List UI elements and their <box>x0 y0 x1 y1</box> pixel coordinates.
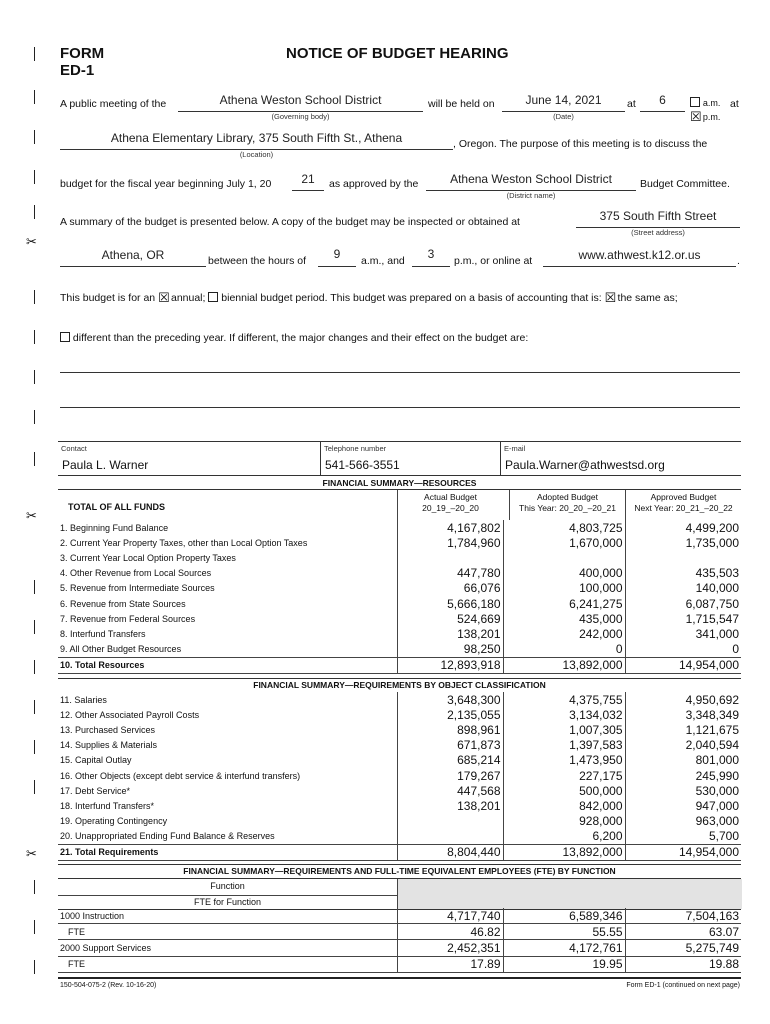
table-row <box>58 924 741 940</box>
same-checkbox[interactable]: ☒ <box>604 290 617 305</box>
value-cell[interactable]: 1,715,547 <box>625 611 741 626</box>
location-field[interactable]: Athena Elementary Library, 375 South Fifth St., Athena <box>110 131 403 145</box>
contact-name[interactable]: Paula L. Warner <box>62 458 149 472</box>
value-cell[interactable]: 842,000 <box>579 798 623 813</box>
date-field[interactable]: June 14, 2021 <box>525 93 602 107</box>
col3-sub: Next Year: 20_21_–20_22 <box>634 503 733 513</box>
row-label: 20. Unappropriated Ending Fund Balance & Reserves <box>58 829 397 845</box>
value-cell[interactable]: 1,735,000 <box>625 535 741 550</box>
value-cell[interactable]: 46.82 <box>397 924 503 940</box>
row-label: 16. Other Objects (except debt service & interfund transfers) <box>58 768 397 783</box>
table-row <box>58 829 741 845</box>
table-row <box>58 581 741 596</box>
value-cell[interactable]: 1,473,950 <box>569 753 623 768</box>
value-cell[interactable]: 98,250 <box>397 642 503 658</box>
table-row <box>58 626 741 641</box>
row-label: 19. Operating Contingency <box>58 814 397 829</box>
value-cell[interactable]: 524,669 <box>397 611 503 626</box>
table-row <box>58 738 741 753</box>
col1-title: Actual Budget <box>424 492 477 502</box>
value-cell[interactable]: 138,201 <box>397 798 503 813</box>
row-label: 13. Purchased Services <box>58 722 397 737</box>
total-funds-label: TOTAL OF ALL FUNDS <box>68 502 165 512</box>
period-dot: . <box>737 255 740 267</box>
column-header <box>58 489 741 520</box>
value-cell[interactable]: 898,961 <box>397 722 503 737</box>
table-row <box>58 844 741 860</box>
value-cell[interactable]: 947,000 <box>625 798 741 813</box>
row-label: 21. Total Requirements <box>58 844 397 860</box>
value-cell[interactable]: 4,499,200 <box>625 520 741 535</box>
website-field[interactable]: www.athwest.k12.or.us <box>578 248 701 262</box>
value-cell[interactable]: 447,568 <box>397 783 503 798</box>
value-cell[interactable]: 2,452,351 <box>397 940 503 956</box>
row-label: FTE <box>58 956 397 972</box>
value-cell[interactable]: 6,200 <box>592 829 623 844</box>
row-label: 5. Revenue from Intermediate Sources <box>58 581 397 596</box>
row-label: 18. Interfund Transfers* <box>58 798 397 813</box>
value-cell[interactable] <box>397 814 503 829</box>
value-cell[interactable]: 3,648,300 <box>397 692 503 707</box>
approved-text: as approved by the <box>329 178 419 190</box>
value-cell[interactable]: 100,000 <box>579 581 623 596</box>
value-cell[interactable] <box>397 829 503 845</box>
value-cell[interactable]: 12,893,918 <box>397 657 503 673</box>
table-row <box>58 642 741 658</box>
value-cell[interactable]: 63.07 <box>625 924 741 940</box>
footer-continued: Form ED-1 (continued on next page) <box>626 982 740 989</box>
value-cell[interactable]: 19.95 <box>509 956 625 972</box>
value-cell[interactable]: 17.89 <box>397 956 503 972</box>
value-cell[interactable]: 8,804,440 <box>397 844 503 860</box>
value-cell[interactable]: 179,267 <box>397 768 503 783</box>
pm-label: p.m. <box>702 112 721 122</box>
row-label: 1. Beginning Fund Balance <box>58 520 397 535</box>
table-row <box>58 798 741 813</box>
row-label: 6. Revenue from State Sources <box>58 596 397 611</box>
pm-online-text: p.m., or online at <box>454 255 533 267</box>
value-cell[interactable]: 1,397,583 <box>569 738 623 753</box>
value-cell[interactable]: 4,717,740 <box>397 908 503 924</box>
value-cell[interactable] <box>397 550 503 565</box>
col3-title: Approved Budget <box>650 492 717 502</box>
changes-line-2[interactable] <box>60 407 740 408</box>
row-label: 12. Other Associated Payroll Costs <box>58 707 397 722</box>
scissors-icon: ✂ <box>26 508 37 523</box>
row-label: 1000 Instruction <box>58 908 397 924</box>
scissors-icon: ✂ <box>26 234 37 249</box>
table-row <box>58 657 741 673</box>
fte-header <box>58 878 741 910</box>
table-row <box>58 692 741 707</box>
value-cell[interactable]: 227,175 <box>579 768 623 783</box>
row-label: 14. Supplies & Materials <box>58 738 397 753</box>
held-on-text: will be held on <box>428 98 495 110</box>
value-cell[interactable]: 671,873 <box>397 738 503 753</box>
end-hour-field[interactable]: 3 <box>427 247 435 261</box>
biennial-checkbox[interactable] <box>208 292 218 302</box>
value-cell[interactable]: 13,892,000 <box>509 657 625 673</box>
budget-for-text: This budget is for an <box>60 292 156 304</box>
value-cell[interactable]: 55.55 <box>509 924 625 940</box>
table-row <box>58 783 741 798</box>
fiscal-year-field[interactable]: 21 <box>301 172 315 186</box>
value-cell[interactable]: 138,201 <box>397 626 503 641</box>
email-value[interactable]: Paula.Warner@athwestsd.org <box>505 458 665 472</box>
value-cell[interactable]: 242,000 <box>579 626 623 641</box>
page-title: NOTICE OF BUDGET HEARING <box>286 45 509 62</box>
value-cell[interactable]: 963,000 <box>625 814 741 829</box>
value-cell[interactable]: 2,040,594 <box>625 738 741 753</box>
table-row <box>58 520 741 535</box>
row-label: 8. Interfund Transfers <box>58 626 397 641</box>
am-label: a.m. <box>702 98 721 108</box>
form-label: FORM <box>60 45 105 62</box>
value-cell[interactable]: 341,000 <box>625 626 741 641</box>
phone-value[interactable]: 541-566-3551 <box>325 458 400 472</box>
summary-text: A summary of the budget is presented below. A copy of the budget may be inspected or obtained at <box>60 216 520 228</box>
biennial-label: biennial budget period. This budget was prepared on a basis of accounting that is: <box>221 292 602 304</box>
time-field[interactable]: 6 <box>659 93 666 107</box>
value-cell[interactable]: 928,000 <box>579 814 623 829</box>
value-cell[interactable]: 447,780 <box>397 566 503 581</box>
value-cell[interactable]: 3,348,349 <box>625 707 741 722</box>
table-row <box>58 611 741 626</box>
table-row <box>58 550 741 565</box>
value-cell[interactable]: 4,803,725 <box>569 520 623 535</box>
requirements-title: FINANCIAL SUMMARY—REQUIREMENTS BY OBJECT CLASSIFICATION <box>58 678 741 690</box>
value-cell[interactable]: 435,503 <box>625 566 741 581</box>
fte-title: FINANCIAL SUMMARY—REQUIREMENTS AND FULL-TIME EQUIVALENT EMPLOYEES (FTE) BY FUNCTION <box>58 864 741 876</box>
governing-body-field[interactable]: Athena Weston School District <box>219 93 382 107</box>
value-cell[interactable]: 6,241,275 <box>569 596 623 611</box>
at-text-2: at <box>730 98 739 110</box>
annual-label: annual; <box>170 292 206 304</box>
value-cell[interactable]: 2,135,055 <box>397 707 503 722</box>
same-label: the same as; <box>617 292 678 304</box>
row-label: 2. Current Year Property Taxes, other than Local Option Taxes <box>58 535 397 550</box>
row-label: 4. Other Revenue from Local Sources <box>58 566 397 581</box>
contact-label: Contact <box>61 444 87 453</box>
value-cell[interactable]: 4,167,802 <box>397 520 503 535</box>
governing-body-caption: (Governing body) <box>271 112 330 121</box>
resources-table <box>58 520 741 674</box>
value-cell[interactable]: 4,172,761 <box>509 940 625 956</box>
table-row <box>58 566 741 581</box>
value-cell[interactable]: 685,214 <box>397 753 503 768</box>
value-cell[interactable]: 4,375,755 <box>569 692 623 707</box>
value-cell[interactable] <box>509 550 625 565</box>
value-cell[interactable]: 5,700 <box>625 829 741 845</box>
value-cell[interactable]: 1,007,305 <box>569 722 623 737</box>
footer-form-number: 150-504-075-2 (Rev. 10-16-20) <box>60 982 157 989</box>
table-row <box>58 814 741 829</box>
pm-checkbox[interactable]: ☒ <box>690 109 702 124</box>
function-label: Function <box>210 881 245 891</box>
value-cell[interactable]: 500,000 <box>579 783 623 798</box>
value-cell[interactable]: 1,121,675 <box>625 722 741 737</box>
district-name-field[interactable]: Athena Weston School District <box>450 172 612 186</box>
between-text: between the hours of <box>208 255 307 267</box>
value-cell[interactable]: 19.88 <box>625 956 741 972</box>
value-cell[interactable]: 66,076 <box>397 581 503 596</box>
value-cell[interactable]: 7,504,163 <box>625 908 741 924</box>
fiscal-text: budget for the fiscal year beginning July 1, 20 <box>60 178 272 190</box>
col1-sub: 20_19_–20_20 <box>422 503 479 513</box>
location-caption: (Location) <box>239 150 274 159</box>
row-label: 15. Capital Outlay <box>58 753 397 768</box>
value-cell[interactable]: 140,000 <box>625 581 741 596</box>
city-field[interactable]: Athena, OR <box>101 248 165 262</box>
form-id: ED-1 <box>60 62 95 79</box>
start-hour-field[interactable]: 9 <box>333 247 341 261</box>
committee-text: Budget Committee. <box>640 178 730 190</box>
table-row <box>58 753 741 768</box>
row-label: 10. Total Resources <box>58 657 397 673</box>
row-label: 11. Salaries <box>58 692 397 707</box>
value-cell[interactable]: 5,666,180 <box>397 596 503 611</box>
value-cell[interactable] <box>625 550 741 565</box>
email-label: E-mail <box>504 444 526 453</box>
phone-label: Telephone number <box>324 444 387 453</box>
value-cell[interactable]: 801,000 <box>625 753 741 768</box>
row-label: 7. Revenue from Federal Sources <box>58 611 397 626</box>
value-cell[interactable]: 530,000 <box>625 783 741 798</box>
table-row <box>58 722 741 737</box>
different-checkbox[interactable] <box>60 332 70 342</box>
fte-table <box>58 908 741 973</box>
am-checkbox[interactable] <box>690 97 700 107</box>
changes-line-1[interactable] <box>60 372 740 373</box>
value-cell[interactable]: 14,954,000 <box>625 844 741 860</box>
value-cell[interactable]: 400,000 <box>579 566 623 581</box>
table-row <box>58 707 741 722</box>
intro-text: A public meeting of the <box>60 98 167 110</box>
row-label: 2000 Support Services <box>58 940 397 956</box>
col2-sub: This Year: 20_20_–20_21 <box>519 503 616 513</box>
value-cell[interactable]: 13,892,000 <box>509 844 625 860</box>
value-cell[interactable]: 0 <box>615 642 623 657</box>
date-caption: (Date) <box>553 112 574 121</box>
table-row <box>58 908 741 924</box>
value-cell[interactable]: 1,670,000 <box>569 535 623 550</box>
table-row <box>58 535 741 550</box>
district-caption: (District name) <box>506 191 556 200</box>
table-row <box>58 956 741 972</box>
different-label: different than the preceding year. If different, the major changes and their effect on the budget are: <box>72 332 529 344</box>
table-row <box>58 596 741 611</box>
at-text: at <box>627 98 636 110</box>
requirements-table <box>58 692 741 861</box>
value-cell[interactable]: 6,087,750 <box>625 596 741 611</box>
street-caption: (Street address) <box>631 228 685 237</box>
row-label: 17. Debt Service* <box>58 783 397 798</box>
row-label: 9. All Other Budget Resources <box>58 642 397 658</box>
value-cell[interactable]: 5,275,749 <box>625 940 741 956</box>
table-row <box>58 940 741 956</box>
fte-for-function-label: FTE for Function <box>58 895 397 907</box>
value-cell[interactable]: 4,950,692 <box>625 692 741 707</box>
contact-block <box>58 441 741 476</box>
street-field[interactable]: 375 South Fifth Street <box>599 209 717 223</box>
value-cell[interactable]: 245,990 <box>625 768 741 783</box>
value-cell[interactable]: 14,954,000 <box>625 657 741 673</box>
purpose-text: , Oregon. The purpose of this meeting is to discuss the <box>453 138 708 150</box>
row-label: FTE <box>58 924 397 940</box>
annual-checkbox[interactable]: ☒ <box>158 290 170 305</box>
col2-title: Adopted Budget <box>537 492 598 502</box>
value-cell[interactable]: 435,000 <box>579 611 623 626</box>
row-label: 3. Current Year Local Option Property Taxes <box>58 550 397 565</box>
scissors-icon: ✂ <box>26 846 37 861</box>
value-cell[interactable]: 1,784,960 <box>397 535 503 550</box>
am-and-text: a.m., and <box>361 255 405 267</box>
resources-title: FINANCIAL SUMMARY—RESOURCES <box>322 478 477 488</box>
value-cell[interactable]: 6,589,346 <box>509 908 625 924</box>
value-cell[interactable]: 0 <box>625 642 741 658</box>
table-row <box>58 768 741 783</box>
value-cell[interactable]: 3,134,032 <box>569 707 623 722</box>
